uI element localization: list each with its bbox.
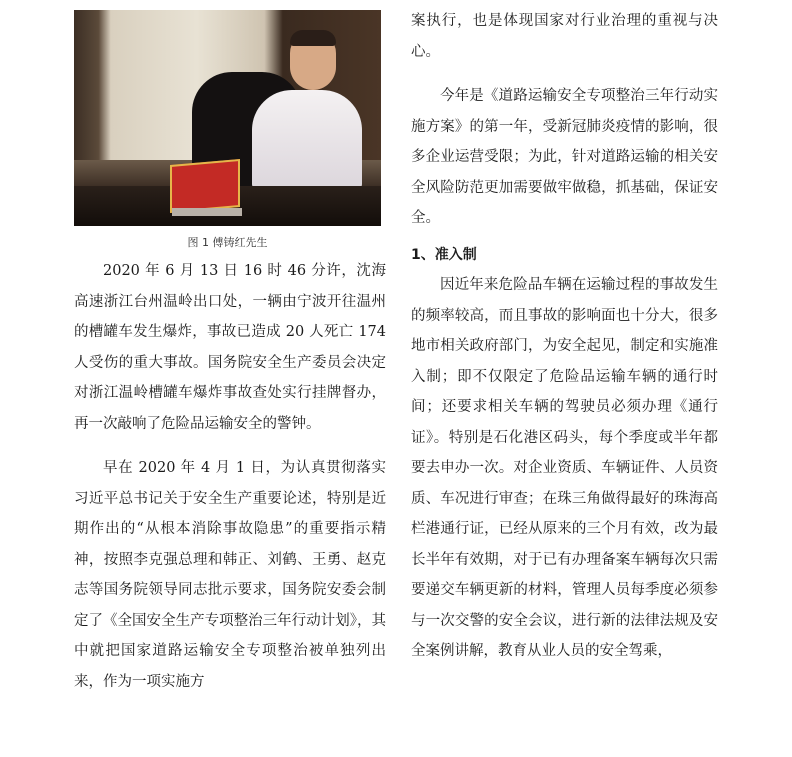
photo-plaque-base (172, 208, 242, 216)
paragraph: 早在 2020 年 4 月 1 日，为认真贯彻落实习近平总书记关于安全生产重要论述，特别是近期作出的“从根本消除事故隐患”的重要指示精神，按照李克强总理和韩正、刘鹤、王勇、赵克志等国务院领导同志批示要求，国务院安委会制定了《全国安全生产专项整治三年行动计划》，其中就把国家道路运输安全专项整治被单独列出来，作为一项实施方 (74, 460, 386, 690)
paragraph: 2020 年 6 月 13 日 16 时 46 分许，沈海高速浙江台州温岭出口处，一辆由宁波开往温州的槽罐车发生爆炸，事故已造成 20 人死亡 174 人受伤的重大事故。国务院安全生产委员会决定对浙江温岭槽罐车爆炸事故查处实行挂牌督办，再一次敲响了危险品运输安全的警钟。 (74, 263, 386, 432)
photo-plaque (170, 159, 240, 213)
figure-caption: 图 1 傅铸红先生 (187, 236, 268, 249)
paragraph: 案执行，也是体现国家对行业治理的重视与决心。 (411, 13, 718, 60)
photo-person-body (252, 90, 362, 190)
right-column (411, 6, 718, 667)
paragraph: 因近年来危险品车辆在运输过程的事故发生的频率较高，而且事故的影响面也十分大，很多地市相关政府部门，为安全起见，制定和实施准入制；即不仅限定了危险品运输车辆的通行时间；还要求相关车辆的驾驶员必须办理《通行证》。特别是石化港区码头，每个季度或半年都要去申办一次。对企业资质、车辆证件、人员资质、车况进行审查；在珠三角做得最好的珠海高栏港通行证，已经从原来的三个月有效，改为最长半年有效期，对于已有办理备案车辆每次只需要递交车辆更新的材料，管理人员每季度必须参与一次交警的安全会议，进行新的法律法规及安全案例讲解，教育从业人员的安全驾乘， (411, 277, 718, 659)
paragraph: 今年是《道路运输安全专项整治三年行动实施方案》的第一年，受新冠肺炎疫情的影响，很多企业运营受限；为此，针对道路运输的相关安全风险防范更加需要做牢做稳，抓基础，保证安全。 (411, 88, 718, 226)
section-heading: 1、准入制 (411, 246, 477, 263)
left-column (74, 256, 386, 697)
portrait-photo (74, 10, 381, 226)
photo-person-hair (290, 30, 336, 46)
